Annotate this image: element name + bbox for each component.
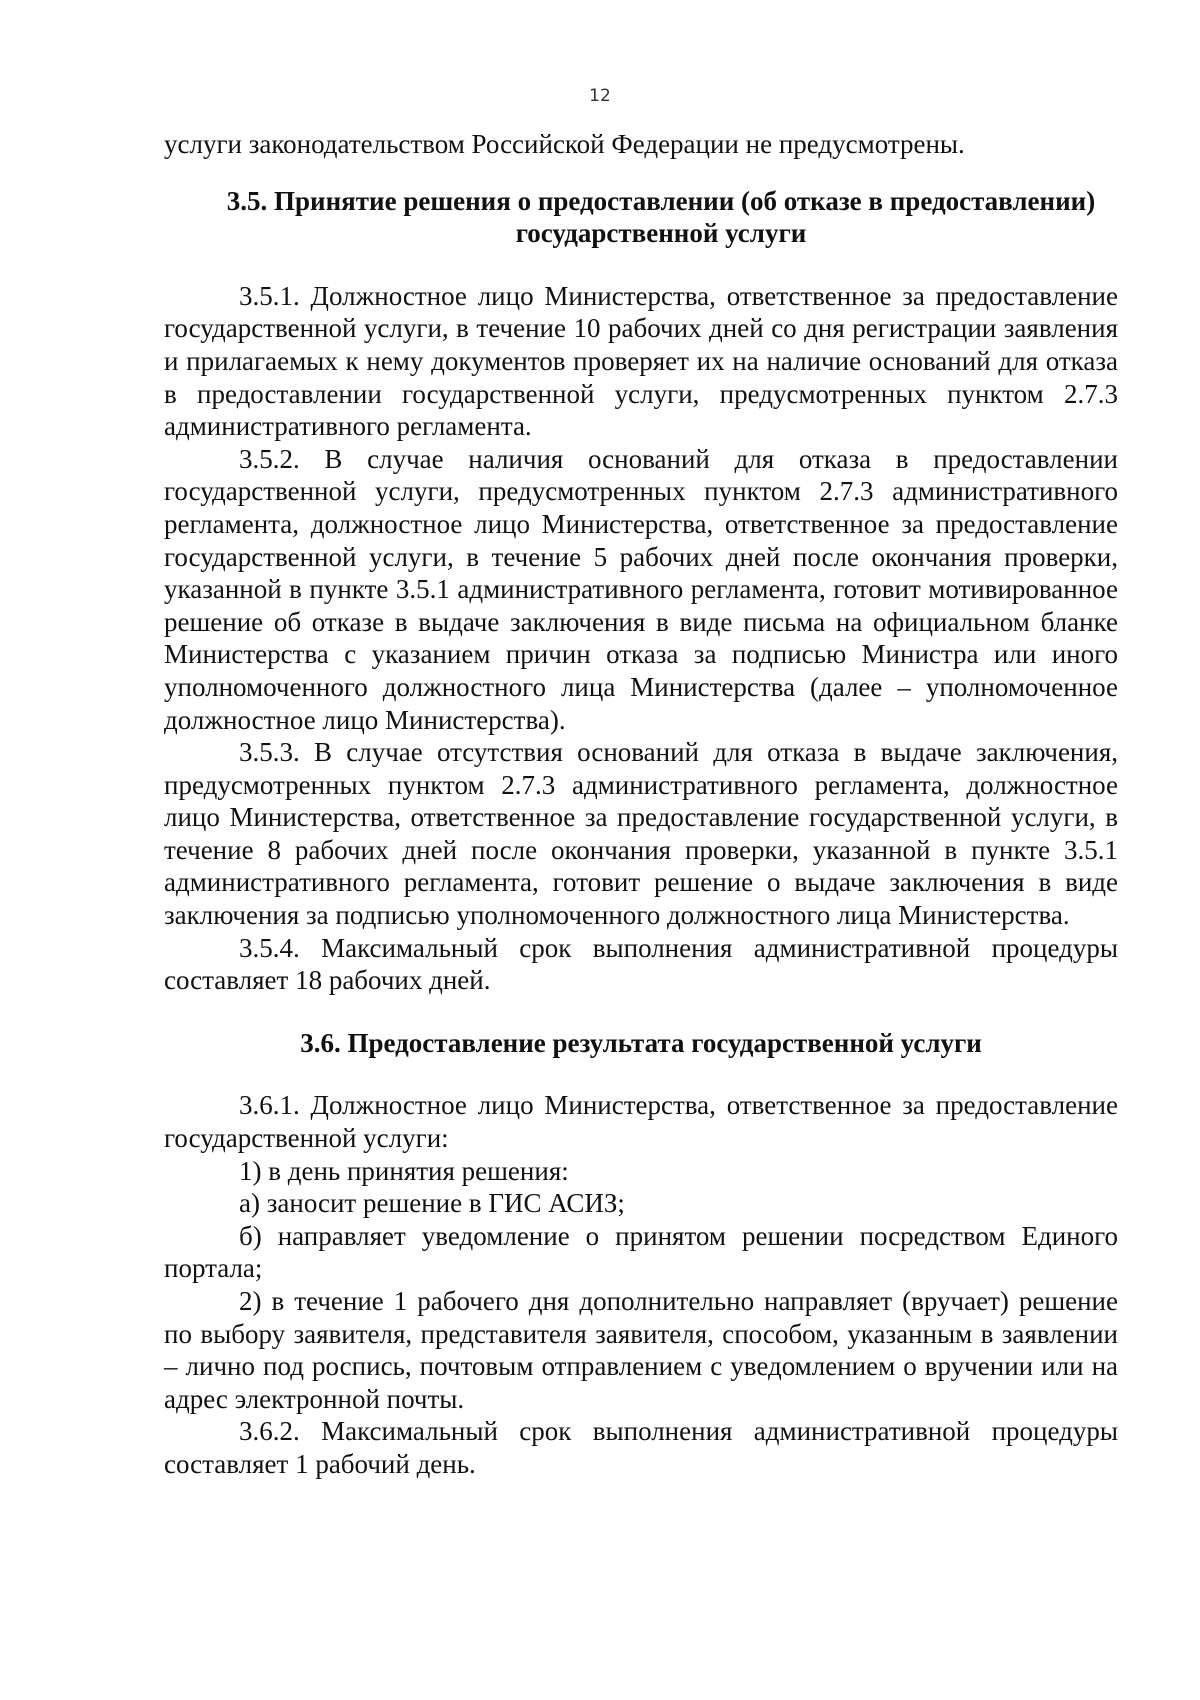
paragraph-3-5-3: 3.5.3. В случае отсутствия оснований для отказа в выдаче заключения, предусмотренных пунктом 2.7.3 административного регламента, должностное лицо Министерства, ответственное за предоставление государственной услуги, в течение 8 рабочих дней после окончания проверки, указанной в пункте 3.5.1 административного регламента, готовит решение о выдаче заключения в виде заключения за подписью уполномоченного должностного лица Министерства.: [164, 737, 1118, 931]
paragraph-3-5-2: 3.5.2. В случае наличия оснований для отказа в предоставлении государственной услуги, предусмотренных пунктом 2.7.3 административного регламента, должностное лицо Министерства, ответственное за предоставление государственной услуги, в течение 5 рабочих дней после окончания проверки, указанной в пункте 3.5.1 административного регламента, готовит мотивированное решение об отказе в выдаче заключения в виде письма на официальном бланке Министерства с указанием причин отказа за подписью Министра или иного уполномоченного должностного лица Министерства (далее – уполномоченное должностное лицо Министерства).: [164, 443, 1118, 735]
list-item-1b: б) направляет уведомление о принятом решении посредством Единого портала;: [164, 1220, 1118, 1284]
page-number: 12: [589, 86, 611, 106]
paragraph-3-5-1: 3.5.1. Должностное лицо Министерства, ответственное за предоставление государственной услуги, в течение 10 рабочих дней со дня регистрации заявления и прилагаемых к нему документов проверяет их на наличие оснований для отказа в предоставлении государственной услуги, предусмотренных пунктом 2.7.3 административного регламента.: [164, 280, 1118, 442]
list-item-1a: а) заносит решение в ГИС АСИЗ;: [239, 1188, 625, 1219]
document-body: [164, 128, 1118, 1481]
paragraph-3-5-4: 3.5.4. Максимальный срок выполнения административной процедуры составляет 18 рабочих дней.: [164, 932, 1118, 996]
paragraph-3-6-2: 3.6.2. Максимальный срок выполнения административной процедуры составляет 1 рабочий день.: [164, 1416, 1118, 1479]
section-heading-3-6: 3.6. Предоставление результата государственной услуги: [300, 1027, 982, 1058]
list-item-1: 1) в день принятия решения:: [239, 1155, 569, 1186]
list-item-2: 2) в течение 1 рабочего дня дополнительно направляет (вручает) решение по выбору заявителя, представителя заявителя, способом, указанным в заявлении – лично под роспись, почтовым отправлением с уведомлением о вручении или на адрес электронной почты.: [164, 1286, 1118, 1414]
paragraph-3-6-1: 3.6.1. Должностное лицо Министерства, ответственное за предоставление государственной услуги:: [164, 1090, 1118, 1154]
intro-paragraph: услуги законодательством Российской Федерации не предусмотрены.: [164, 129, 965, 159]
section-heading-3-5: 3.5. Принятие решения о предоставлении (об отказе в предоставлении) государственной услуги: [226, 185, 1096, 249]
